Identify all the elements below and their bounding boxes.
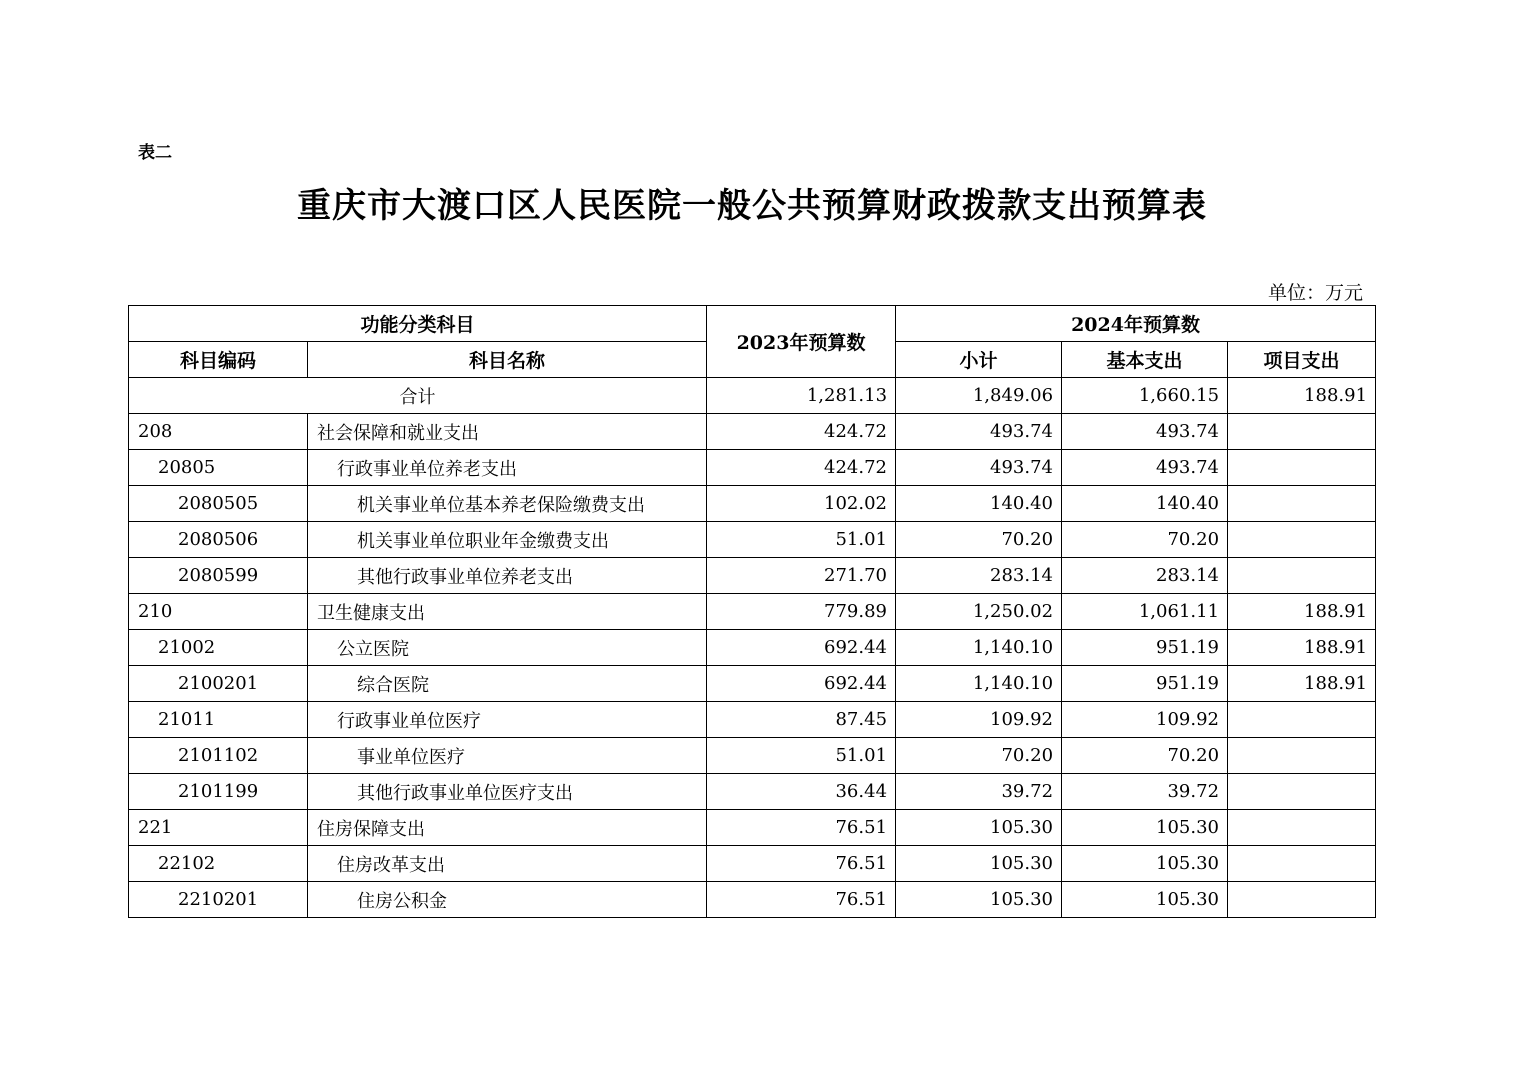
row-project (1228, 810, 1376, 846)
row-code: 20805 (129, 450, 308, 486)
row-code: 2210201 (129, 882, 308, 918)
unit-label: 单位：万元 (1267, 282, 1363, 304)
row-code: 221 (129, 810, 308, 846)
row-budget-2023: 76.51 (707, 810, 896, 846)
row-code: 2100201 (129, 666, 308, 702)
row-name: 机关事业单位职业年金缴费支出 (308, 522, 707, 558)
row-budget-2023: 779.89 (707, 594, 896, 630)
row-basic: 951.19 (1062, 630, 1228, 666)
row-basic: 493.74 (1062, 414, 1228, 450)
row-budget-2023: 87.45 (707, 702, 896, 738)
row-subtotal: 493.74 (896, 414, 1062, 450)
row-basic: 951.19 (1062, 666, 1228, 702)
row-project (1228, 738, 1376, 774)
row-subtotal: 70.20 (896, 738, 1062, 774)
row-subtotal: 1,140.10 (896, 666, 1062, 702)
row-budget-2023: 76.51 (707, 846, 896, 882)
table-row (129, 630, 1376, 666)
row-project (1228, 702, 1376, 738)
row-name: 住房保障支出 (308, 810, 707, 846)
row-name: 综合医院 (308, 666, 707, 702)
table-row (129, 414, 1376, 450)
total-label: 合计 (129, 378, 707, 414)
row-basic: 70.20 (1062, 738, 1228, 774)
header-name: 科目名称 (308, 342, 707, 378)
row-code: 2080599 (129, 558, 308, 594)
total-basic: 1,660.15 (1062, 378, 1228, 414)
table-row (129, 594, 1376, 630)
table-row (129, 522, 1376, 558)
row-subtotal: 140.40 (896, 486, 1062, 522)
row-subtotal: 39.72 (896, 774, 1062, 810)
total-subtotal: 1,849.06 (896, 378, 1062, 414)
row-code: 208 (129, 414, 308, 450)
row-project (1228, 774, 1376, 810)
header-row-1 (129, 306, 1376, 342)
row-code: 2101102 (129, 738, 308, 774)
table-row (129, 846, 1376, 882)
row-subtotal: 105.30 (896, 846, 1062, 882)
row-code: 21002 (129, 630, 308, 666)
row-project (1228, 882, 1376, 918)
row-project: 188.91 (1228, 594, 1376, 630)
row-basic: 39.72 (1062, 774, 1228, 810)
row-name: 事业单位医疗 (308, 738, 707, 774)
table-row (129, 558, 1376, 594)
row-budget-2023: 51.01 (707, 522, 896, 558)
table-row (129, 486, 1376, 522)
row-budget-2023: 424.72 (707, 450, 896, 486)
budget-table (128, 305, 1376, 918)
row-project: 188.91 (1228, 666, 1376, 702)
header-subtotal: 小计 (896, 342, 1062, 378)
table-row (129, 810, 1376, 846)
row-subtotal: 70.20 (896, 522, 1062, 558)
row-name: 机关事业单位基本养老保险缴费支出 (308, 486, 707, 522)
row-subtotal: 105.30 (896, 810, 1062, 846)
row-code: 2101199 (129, 774, 308, 810)
row-subtotal: 283.14 (896, 558, 1062, 594)
row-name: 公立医院 (308, 630, 707, 666)
row-name: 其他行政事业单位医疗支出 (308, 774, 707, 810)
row-basic: 283.14 (1062, 558, 1228, 594)
row-basic: 493.74 (1062, 450, 1228, 486)
total-budget-2023: 1,281.13 (707, 378, 896, 414)
row-code: 22102 (129, 846, 308, 882)
row-basic: 105.30 (1062, 846, 1228, 882)
header-budget-2023: 2023年预算数 (707, 306, 896, 378)
row-basic: 109.92 (1062, 702, 1228, 738)
row-subtotal: 493.74 (896, 450, 1062, 486)
header-func-class: 功能分类科目 (129, 306, 707, 342)
row-project (1228, 486, 1376, 522)
row-name: 其他行政事业单位养老支出 (308, 558, 707, 594)
row-subtotal: 105.30 (896, 882, 1062, 918)
row-code: 2080505 (129, 486, 308, 522)
table-row (129, 702, 1376, 738)
row-basic: 105.30 (1062, 810, 1228, 846)
table-number-label: 表二 (138, 143, 172, 163)
row-basic: 140.40 (1062, 486, 1228, 522)
row-code: 2080506 (129, 522, 308, 558)
row-name: 住房改革支出 (308, 846, 707, 882)
row-project (1228, 558, 1376, 594)
page-title: 重庆市大渡口区人民医院一般公共预算财政拨款支出预算表 (297, 186, 1207, 226)
row-budget-2023: 692.44 (707, 666, 896, 702)
table-row (129, 882, 1376, 918)
total-row (129, 378, 1376, 414)
row-project (1228, 846, 1376, 882)
row-budget-2023: 424.72 (707, 414, 896, 450)
header-budget-2024: 2024年预算数 (896, 306, 1376, 342)
row-subtotal: 1,250.02 (896, 594, 1062, 630)
row-project (1228, 414, 1376, 450)
row-budget-2023: 102.02 (707, 486, 896, 522)
header-code: 科目编码 (129, 342, 308, 378)
row-budget-2023: 36.44 (707, 774, 896, 810)
row-basic: 1,061.11 (1062, 594, 1228, 630)
row-name: 社会保障和就业支出 (308, 414, 707, 450)
row-budget-2023: 271.70 (707, 558, 896, 594)
header-basic: 基本支出 (1062, 342, 1228, 378)
row-budget-2023: 692.44 (707, 630, 896, 666)
row-name: 行政事业单位医疗 (308, 702, 707, 738)
row-name: 卫生健康支出 (308, 594, 707, 630)
row-project: 188.91 (1228, 630, 1376, 666)
header-project: 项目支出 (1228, 342, 1376, 378)
row-basic: 105.30 (1062, 882, 1228, 918)
row-budget-2023: 51.01 (707, 738, 896, 774)
row-name: 住房公积金 (308, 882, 707, 918)
row-subtotal: 109.92 (896, 702, 1062, 738)
total-project: 188.91 (1228, 378, 1376, 414)
table-row (129, 774, 1376, 810)
table-row (129, 738, 1376, 774)
row-subtotal: 1,140.10 (896, 630, 1062, 666)
row-code: 210 (129, 594, 308, 630)
row-name: 行政事业单位养老支出 (308, 450, 707, 486)
row-budget-2023: 76.51 (707, 882, 896, 918)
row-code: 21011 (129, 702, 308, 738)
row-basic: 70.20 (1062, 522, 1228, 558)
row-project (1228, 450, 1376, 486)
table-row (129, 666, 1376, 702)
table-row (129, 450, 1376, 486)
row-project (1228, 522, 1376, 558)
